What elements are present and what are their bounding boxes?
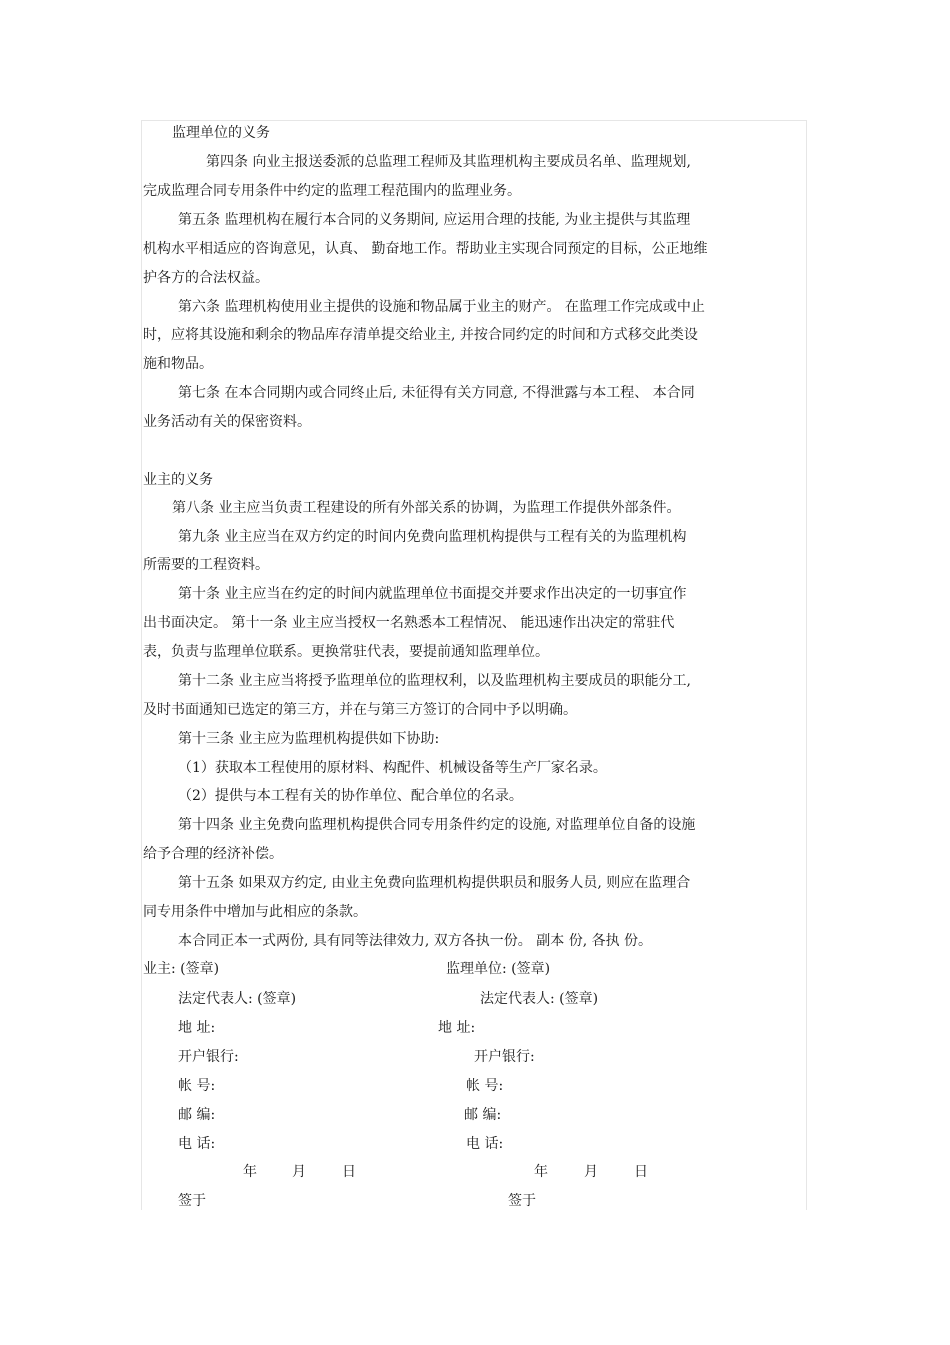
owner-signed-at: 签于 [178,1193,206,1209]
article-4-line-1: 第四条 向业主报送委派的总监理工程师及其监理机构主要成员名单、监理规划, [206,154,691,170]
supervisor-account: 帐 号: [466,1078,504,1094]
article-9-line-1: 第九条 业主应当在双方约定的时间内免费向监理机构提供与工程有关的为监理机构 [178,529,687,545]
article-10-line-1: 第十条 业主应当在约定的时间内就监理单位书面提交并要求作出决定的一切事宜作 [178,586,687,602]
owner-account: 帐 号: [178,1078,216,1094]
article-7-line-2: 业务活动有关的保密资料。 [143,414,311,430]
owner-phone: 电 话: [178,1136,216,1152]
article-13-item-2: （2）提供与本工程有关的协作单位、配合单位的名录。 [178,788,523,804]
article-9-line-2: 所需要的工程资料。 [143,557,269,573]
article-14-line-2: 给予合理的经济补偿。 [143,846,283,862]
article-15-line-2: 同专用条件中增加与此相应的条款。 [143,904,367,920]
supervisor-legal-rep: 法定代表人: (签章) [480,991,599,1007]
article-10-line-3: 表，负责与监理单位联系。更换常驻代表，要提前通知监理单位。 [143,644,549,660]
supervisor-postcode: 邮 编: [464,1107,502,1123]
article-5-line-3: 护各方的合法权益。 [143,270,269,286]
article-6-line-1: 第六条 监理机构使用业主提供的设施和物品属于业主的财产。 在监理工作完成或中止 [178,299,705,315]
owner-date-year: 年 [243,1164,257,1180]
supervisor-address: 地 址: [438,1020,476,1036]
supervisor-seal-label: 监理单位: (签章) [446,961,551,977]
supervisor-bank: 开户银行: [474,1049,535,1065]
section-heading-owner-duties: 业主的义务 [143,472,213,488]
owner-postcode: 邮 编: [178,1107,216,1123]
article-10-line-2: 出书面决定。 第十一条 业主应当授权一名熟悉本工程情况、 能迅速作出决定的常驻代 [143,615,675,631]
article-12-line-2: 及时书面通知已选定的第三方，并在与第三方签订的合同中予以明确。 [143,702,577,718]
supervisor-signed-at: 签于 [508,1193,536,1209]
article-8-line-1: 第八条 业主应当负责工程建设的所有外部关系的协调，为监理工作提供外部条件。 [172,500,681,516]
owner-address: 地 址: [178,1020,216,1036]
article-6-line-3: 施和物品。 [143,356,213,372]
owner-legal-rep: 法定代表人: (签章) [178,991,297,1007]
article-13-item-1: （1）获取本工程使用的原材料、构配件、机械设备等生产厂家名录。 [178,760,607,776]
supervisor-date-day: 日 [634,1164,648,1180]
supervisor-date-month: 月 [584,1164,598,1180]
article-15-line-1: 第十五条 如果双方约定, 由业主免费向监理机构提供职员和服务人员, 则应在监理合 [178,875,691,891]
supervisor-date-year: 年 [534,1164,548,1180]
article-4-line-2: 完成监理合同专用条件中约定的监理工程范围内的监理业务。 [143,183,521,199]
article-7-line-1: 第七条 在本合同期内或合同终止后, 未征得有关方同意, 不得泄露与本工程、 本合同 [178,385,695,401]
article-13-line-1: 第十三条 业主应为监理机构提供如下协助: [178,731,440,747]
article-5-line-1: 第五条 监理机构在履行本合同的义务期间, 应运用合理的技能, 为业主提供与其监理 [178,212,691,228]
supervisor-phone: 电 话: [466,1136,504,1152]
article-6-line-2: 时，应将其设施和剩余的物品库存清单提交给业主, 并按合同约定的时间和方式移交此类设 [143,327,698,343]
section-heading-supervisor-duties: 监理单位的义务 [172,125,270,141]
article-12-line-1: 第十二条 业主应当将授予监理单位的监理权利，以及监理机构主要成员的职能分工, [178,673,691,689]
article-14-line-1: 第十四条 业主免费向监理机构提供合同专用条件约定的设施, 对监理单位自备的设施 [178,817,696,833]
owner-date-month: 月 [292,1164,306,1180]
copies-statement: 本合同正本一式两份, 具有同等法律效力, 双方各执一份。 副本 份, 各执 份。 [178,933,653,949]
owner-seal-label: 业主: (签章) [143,961,220,977]
owner-date-day: 日 [342,1164,356,1180]
owner-bank: 开户银行: [178,1049,239,1065]
article-5-line-2: 机构水平相适应的咨询意见，认真、 勤奋地工作。帮助业主实现合同预定的目标，公正地维 [143,241,708,257]
